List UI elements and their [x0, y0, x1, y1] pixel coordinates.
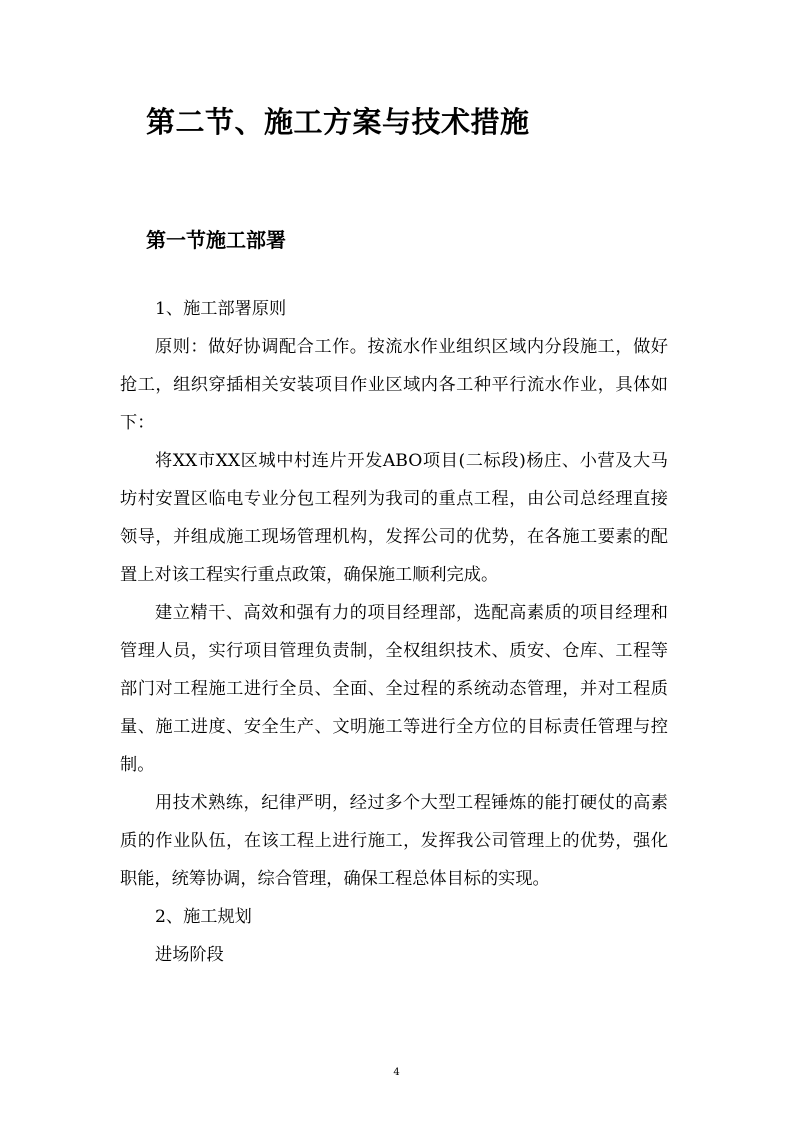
section-title: 第一节施工部署: [146, 228, 286, 252]
paragraph-project-department: 建立精干、高效和强有力的项目经理部，选配高素质的项目经理和管理人员，实行项目管理负责制，全权组织技术、质安、仓库、工程等部门对工程施工进行全员、全面、全过程的系统动态管理，并对工程质量、施工进度、安全生产、文明施工等进行全方位的目标责任管理与控制。: [120, 603, 668, 775]
paragraph-work-team: 用技术熟练，纪律严明，经过多个大型工程锤炼的能打硬仗的高素质的作业队伍，在该工程上进行施工，发挥我公司管理上的优势，强化职能，统筹协调，综合管理，确保工程总体目标的实现。: [120, 793, 668, 889]
paragraph-principle-heading: 1、施工部署原则: [155, 299, 287, 319]
paragraph-principle: 原则：做好协调配合工作。按流水作业组织区域内分段施工，做好抢工，组织穿插相关安装项目作业区域内各工种平行流水作业，具体如下：: [120, 337, 668, 433]
document-body: [120, 290, 668, 974]
page-number: 4: [393, 1067, 400, 1078]
chapter-title: 第二节、施工方案与技术措施: [146, 105, 530, 139]
paragraph-planning-heading: 2、施工规划: [155, 907, 252, 927]
paragraph-entry-stage: 进场阶段: [155, 945, 224, 965]
paragraph-priority-project: 将XX市XX区城中村连片开发ABO项目(二标段)杨庄、小营及大马坊村安置区临电专业分包工程列为我司的重点工程，由公司总经理直接领导，并组成施工现场管理机构，发挥公司的优势，在各施工要素的配置上对该工程实行重点政策，确保施工顺利完成。: [120, 451, 668, 585]
